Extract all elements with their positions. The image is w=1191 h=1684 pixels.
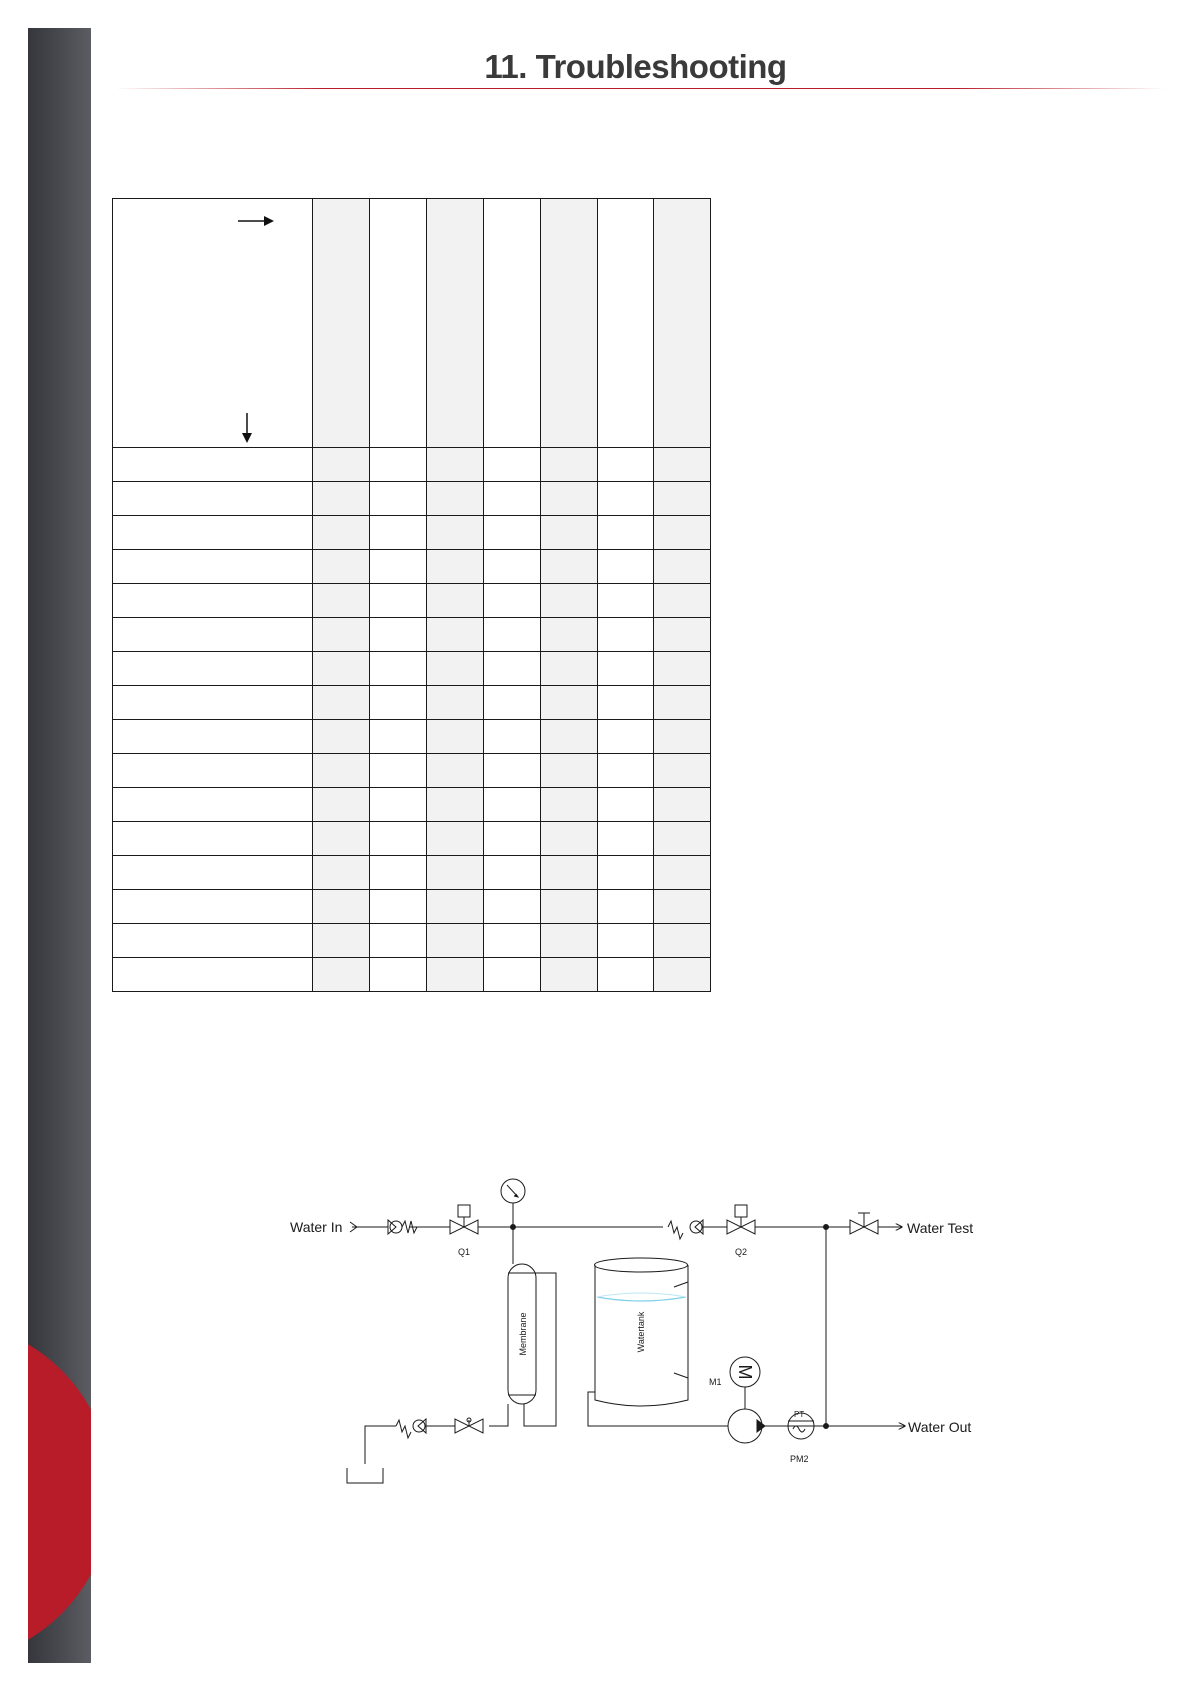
tank-outlet-pipe [588,1392,728,1426]
label-pt: PT [794,1410,805,1419]
label-q2: Q2 [735,1247,748,1257]
label-watertank: Watertank [636,1311,646,1353]
pressure-gauge [501,1179,525,1227]
label-water-test: Water Test [907,1220,974,1236]
label-q1: Q1 [458,1247,471,1257]
valve-q2 [727,1205,755,1234]
label-water-out: Water Out [908,1419,972,1435]
valve-q1 [450,1205,478,1234]
page-title: 11. Troubleshooting [484,48,787,85]
check-valve-in [388,1220,417,1234]
manual-valve-test [850,1213,878,1234]
label-pm2: PM2 [790,1454,809,1464]
label-membrane: Membrane [518,1312,528,1356]
label-water-in: Water In [290,1219,343,1235]
check-valve-2 [668,1220,703,1239]
membrane-outlet-pipe [524,1273,556,1426]
motor-symbol: M [735,1364,755,1380]
label-m1: M1 [709,1377,722,1387]
drain-line [347,1404,508,1483]
junction-node-3 [824,1424,829,1429]
